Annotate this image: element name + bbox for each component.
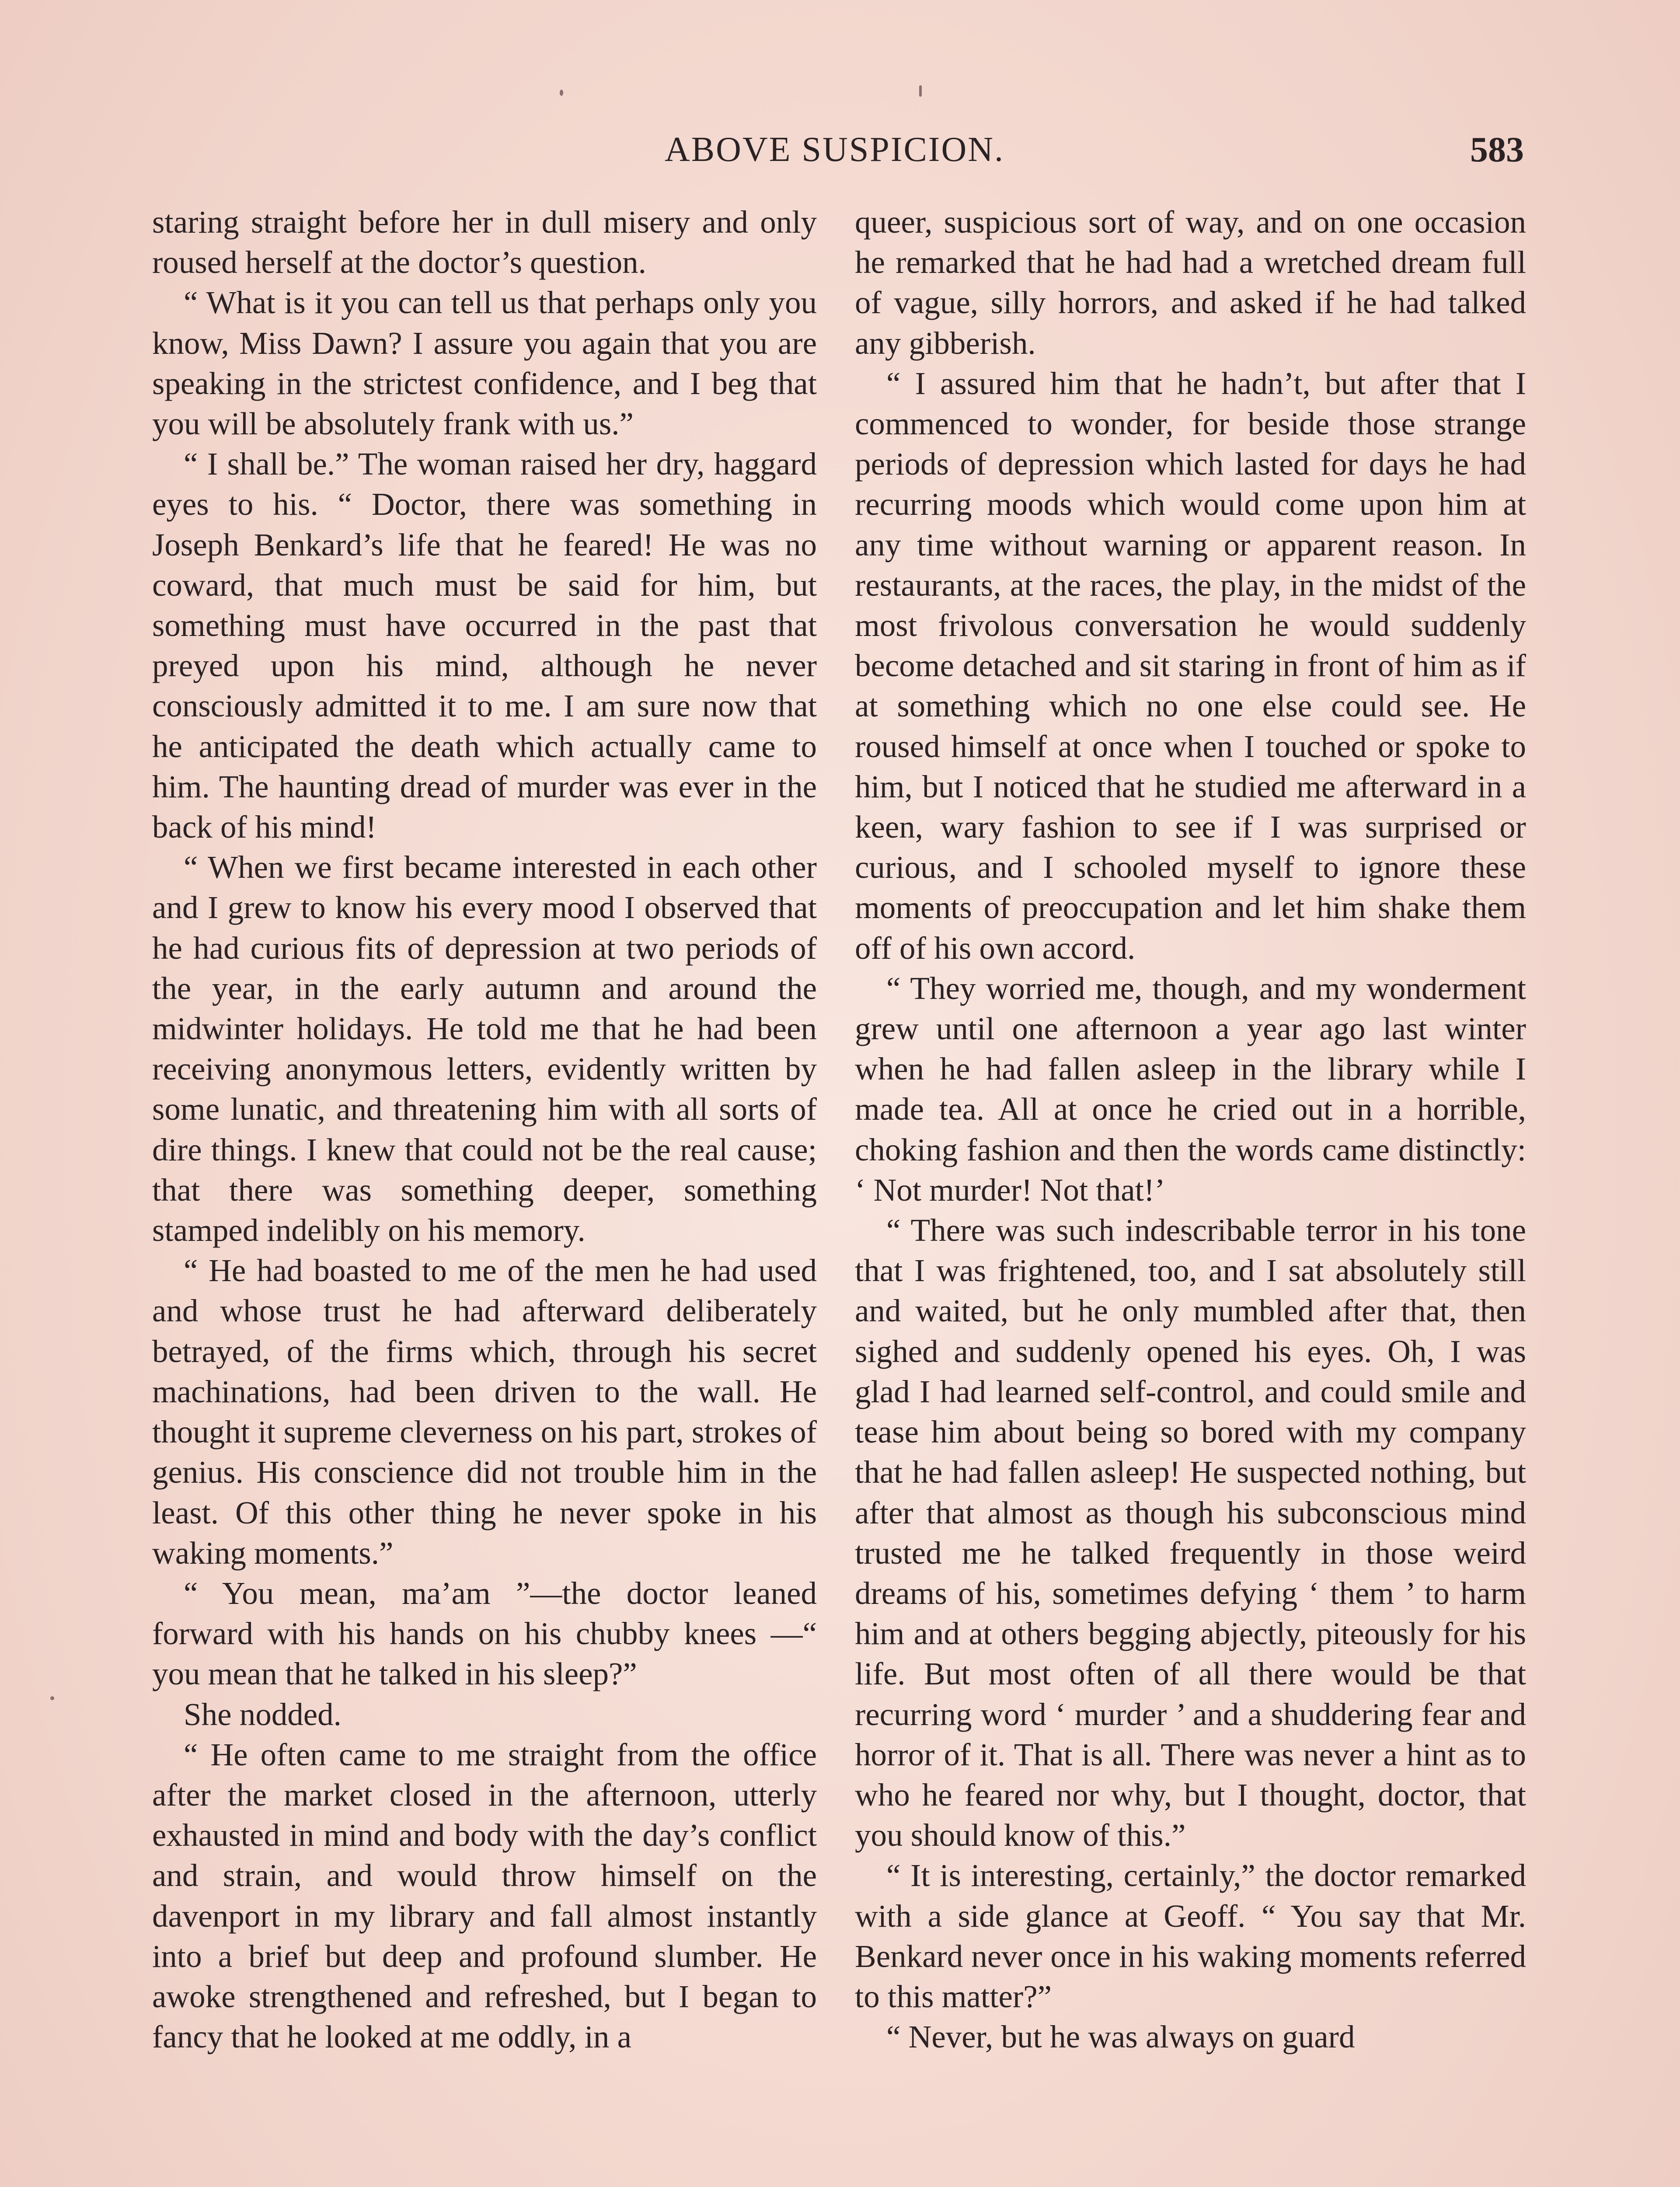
running-head [0, 123, 1680, 176]
print-speck [919, 85, 922, 97]
paragraph: queer, suspicious sort of way, and on one occasion he remarked that he had had a wretched dream full of vague, silly horrors, and asked if he had talked any gibberish. [855, 204, 1526, 361]
print-speck [560, 90, 563, 96]
paragraph: “ What is it you can tell us that perhaps only you know, Miss Dawn? I assure you again that you are speaking in the strictest confidence, and I beg that you will be absolutely frank with us.” [152, 285, 817, 442]
paragraph: “ I assured him that he hadn’t, but after that I commenced to wonder, for beside those strange periods of depression which lasted for days he had recurring moods which would come upon him at any time without warning or apparent reason. In restaurants, at the races, the play, in the midst of the most frivolous conversation he would suddenly become detached and sit staring in front of him as if at something which no one else could see. He roused himself at once when I touched or spoke to him, but I noticed that he studied me afterward in a keen, wary fashion to see if I was surprised or curious, and I schooled myself to ignore these moments of preoccupation and let him shake them off of his own accord. [855, 365, 1526, 966]
paragraph: “ You mean, ma’am ”—the doctor leaned forward with his hands on his chubby knees —“ you mean that he talked in his sleep?” [152, 1575, 817, 1692]
paragraph: “ When we first became interested in each other and I grew to know his every mood I observed that he had curious fits of depression at two periods of the year, in the early autumn and around the midwinter holidays. He told me that he had been receiving anonymous letters, evidently written by some lunatic, and threatening him with all sorts of dire things. I knew that could not be the real cause; that there was something deeper, something stamped indelibly on his memory. [152, 849, 817, 1248]
page-number: 583 [1470, 129, 1524, 169]
paragraph: “ It is interesting, certainly,” the doctor remarked with a side glance at Geoff. “ You say that Mr. Benkard never once in his waking moments referred to this matter?” [855, 1858, 1526, 2014]
paragraph: staring straight before her in dull misery and only roused herself at the doctor’s question. [152, 204, 817, 280]
paragraph: “ They worried me, though, and my wonderment grew until one afternoon a year ago last winter when he had fallen asleep in the library while I made tea. All at once he cried out in a horrible, choking fashion and then the words came distinctly: ‘ Not murder! Not that!’ [855, 970, 1526, 1208]
paragraph: “ He had boasted to me of the men he had used and whose trust he had afterward deliberately betrayed, of the firms which, through his secret machinations, had been driven to the wall. He thought it supreme cleverness on his part, strokes of genius. His conscience did not trouble him in the least. Of this other thing he never spoke in his waking moments.” [152, 1253, 817, 1571]
paragraph: She nodded. [184, 1696, 342, 1732]
paragraph: “ Never, but he was always on guard [886, 2019, 1355, 2055]
right-column [855, 202, 1526, 2057]
paragraph: “ There was such indescribable terror in his tone that I was frightened, too, and I sat absolutely still and waited, but he only mumbled after that, then sighed and suddenly opened his eyes. Oh, I was glad I had learned self-control, and could smile and tease him about being so bored with my company that he had fallen asleep! He suspected nothing, but after that almost as though his subconscious mind trusted me he talked frequently in those weird dreams of his, sometimes defying ‘ them ’ to harm him and at others begging abjectly, piteously for his life. But most often of all there would be that recurring word ‘ murder ’ and a shuddering fear and horror of it. That is all. There was never a hint as to who he feared nor why, but I thought, doctor, that you should know of this.” [855, 1212, 1526, 1853]
print-speck [50, 1696, 54, 1700]
left-column [152, 202, 817, 2057]
running-title: ABOVE SUSPICION. [665, 130, 1004, 169]
paragraph: “ He often came to me straight from the office after the market closed in the afternoon, utterly exhausted in mind and body with the day’s conflict and strain, and would throw himself on the davenport in my library and fall almost instantly into a brief but deep and profound slumber. He awoke strengthened and refreshed, but I began to fancy that he looked at me oddly, in a [152, 1736, 817, 2055]
paragraph: “ I shall be.” The woman raised her dry, haggard eyes to his. “ Doctor, there was something in Joseph Benkard’s life that he feared! He was no coward, that much must be said for him, but something must have occurred in the past that preyed upon his mind, although he never consciously admitted it to me. I am sure now that he anticipated the death which actually came to him. The haunting dread of murder was ever in the back of his mind! [152, 446, 817, 845]
